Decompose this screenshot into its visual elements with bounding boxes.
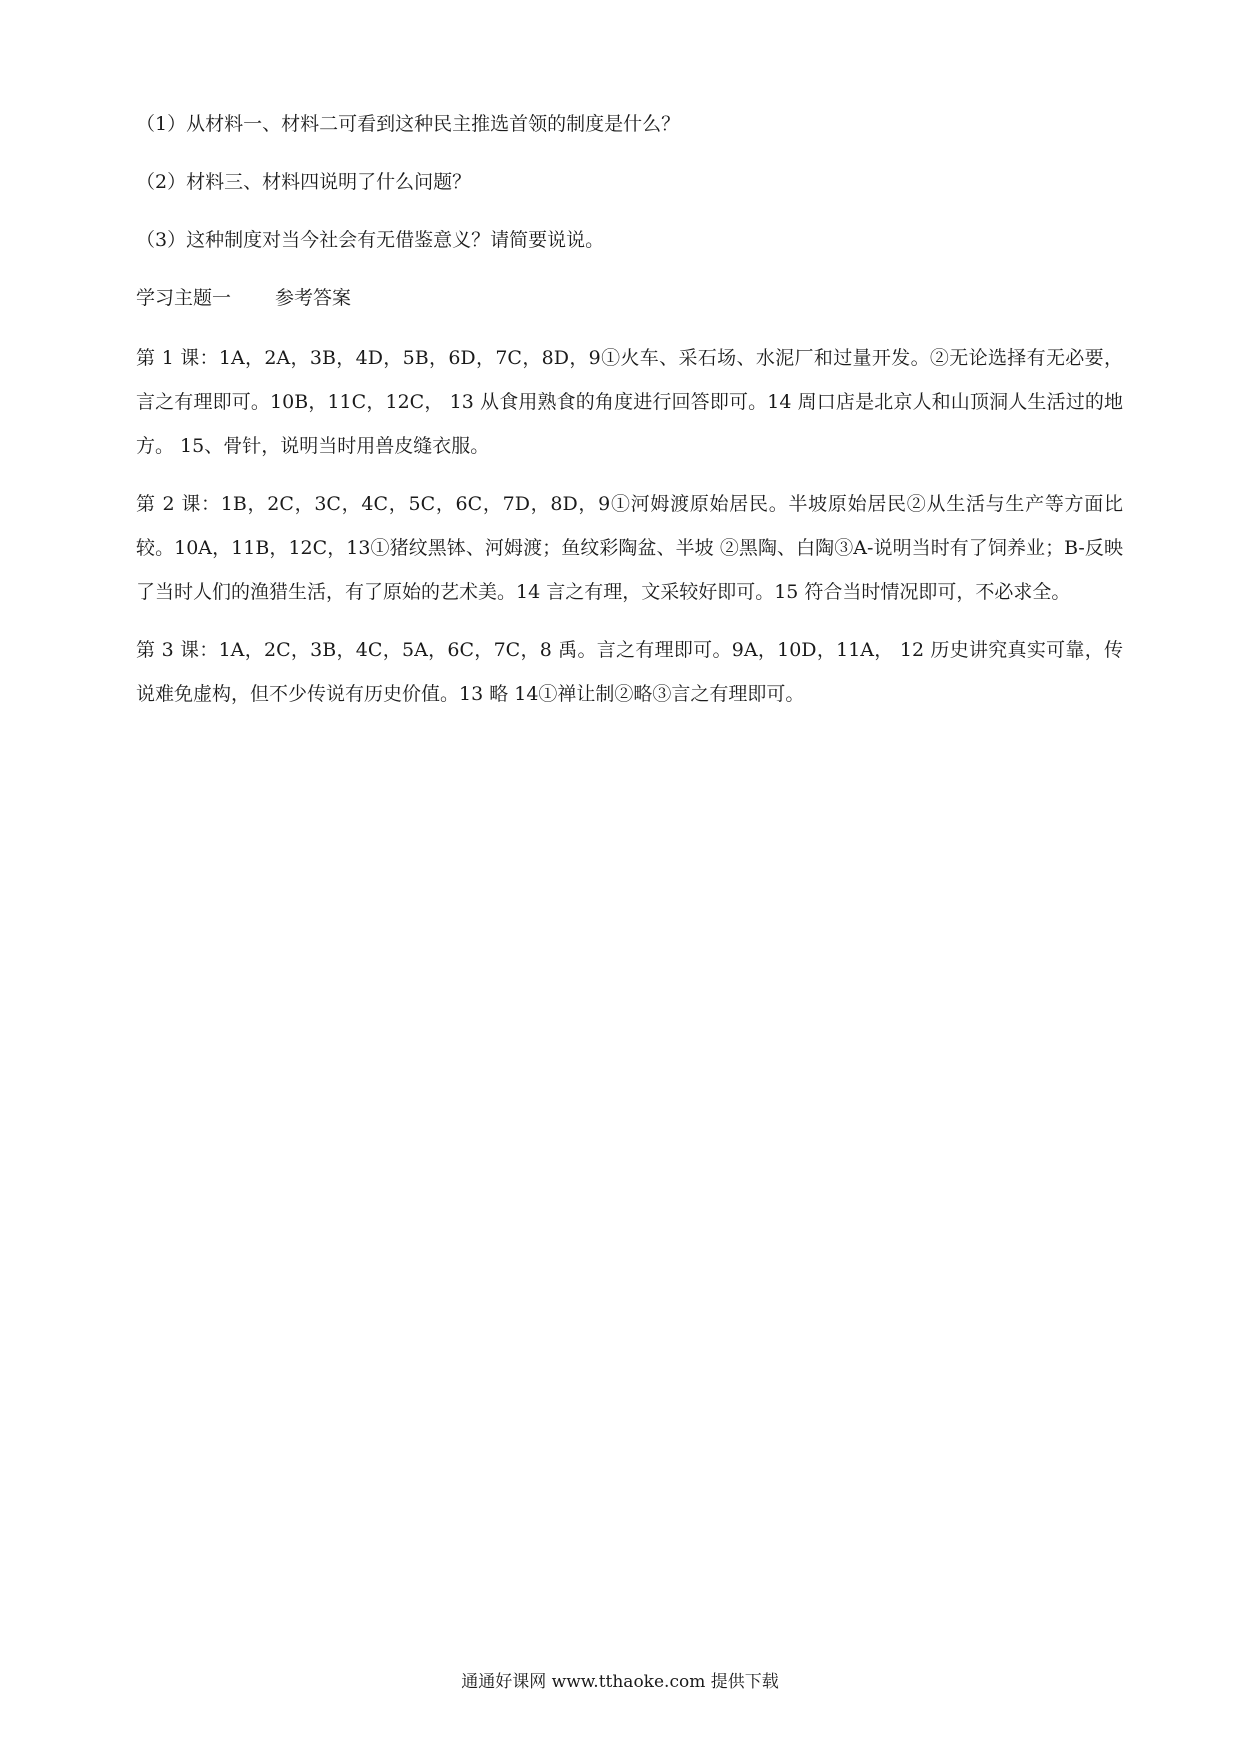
question-2: （2）材料三、材料四说明了什么问题？ bbox=[136, 171, 472, 193]
document-body bbox=[136, 108, 1123, 730]
section-title: 学习主题一 bbox=[136, 287, 232, 309]
question-3: （3）这种制度对当今社会有无借鉴意义？请简要说说。 bbox=[136, 229, 605, 251]
answer-lesson-1: 第 1 课：1A，2A，3B，4D，5B，6D，7C，8D，9①火车、采石场、水泥厂和过量开发。②无论选择有无必要，言之有理即可。10B，11C，12C， 13 从食用熟食的角度进行回答即可。14 周口店是北京人和山顶洞人生活过的地方。 15、骨针，说明当时用兽皮缝衣服。 bbox=[136, 347, 1123, 457]
answers-section-heading bbox=[136, 282, 1123, 314]
answer-lesson-3: 第 3 课：1A，2C，3B，4C，5A，6C，7C，8 禹。言之有理即可。9A，10D，11A， 12 历史讲究真实可靠，传说难免虚构，但不少传说有历史价值。13 略 14①禅让制②略③言之有理即可。 bbox=[136, 639, 1123, 705]
answer-lesson-2: 第 2 课：1B，2C，3C，4C，5C，6C，7D，8D，9①河姆渡原始居民。半坡原始居民②从生活与生产等方面比较。10A，11B，12C，13①猪纹黑钵、河姆渡；鱼纹彩陶盆、半坡 ②黑陶、白陶③A-说明当时有了饲养业；B-反映了当时人们的渔猎生活，有了原始的艺术美。14 言之有理，文采较好即可。15 符合当时情况即可，不必求全。 bbox=[136, 493, 1123, 603]
page-footer: 通通好课网 www.tthaoke.com 提供下载 bbox=[461, 1672, 779, 1692]
question-1: （1）从材料一、材料二可看到这种民主推选首领的制度是什么？ bbox=[136, 113, 681, 135]
section-subtitle: 参考答案 bbox=[275, 287, 352, 309]
